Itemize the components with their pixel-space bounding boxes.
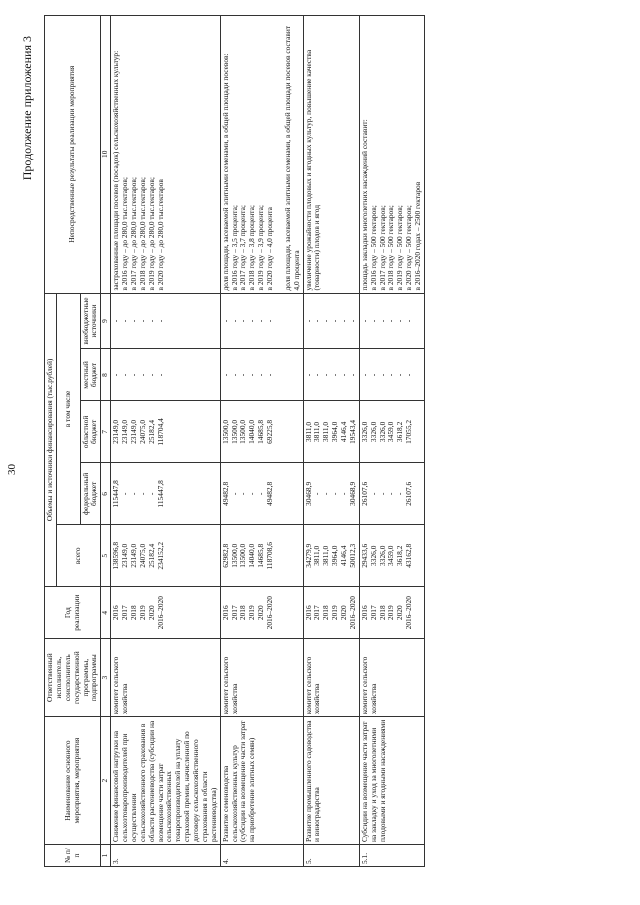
header-results: Непосредственные результаты реализации мероприятия xyxy=(45,16,101,294)
cell-federal-line: 49482,8 xyxy=(265,481,274,506)
cell-extra-line: - xyxy=(220,319,230,323)
cell-total xyxy=(303,525,359,587)
cell-results-line: в 2019 году – до 280,0 тыс.гектаров; xyxy=(146,177,156,291)
cell-regional-line: 14040,0 xyxy=(247,419,257,444)
cell-total-line: 24075,0 xyxy=(137,543,147,568)
cell-regional-line: 3326,0 xyxy=(359,421,369,443)
cell-federal-line: 26107,6 xyxy=(404,481,414,506)
cell-federal xyxy=(303,463,359,525)
cell-regional-line: 14685,8 xyxy=(256,419,266,444)
cell-name: Развитие промышленного садоводства и виноградарства xyxy=(303,717,359,845)
cell-total-line: 13500,0 xyxy=(238,543,248,568)
cell-extra-line: - xyxy=(128,319,138,323)
cell-federal xyxy=(220,463,303,525)
cell-years-line: 2020 xyxy=(339,605,348,621)
cell-local-line: - xyxy=(303,373,313,377)
cell-years xyxy=(303,587,359,639)
cell-regional-line: 17055,2 xyxy=(404,419,414,444)
cell-extra-line: - xyxy=(137,319,147,323)
table-row xyxy=(111,16,221,867)
cell-years xyxy=(111,587,221,639)
cell-total-line: 4146,4 xyxy=(339,545,348,566)
cell-results-line: в 2018 году – 500 гектаров; xyxy=(386,205,396,291)
cell-years-line: 2016–2020 xyxy=(347,596,357,630)
cell-extra-line: - xyxy=(386,319,396,323)
cell-years-line: 2017 xyxy=(312,605,322,621)
cell-extra-line: - xyxy=(256,319,266,323)
cell-local xyxy=(359,349,424,401)
cell-results xyxy=(303,16,359,294)
cell-name: Развитие семеноводства сельскохозяйственных культур (субсидии на возмещение части затрат на приобретение элитных семян) xyxy=(220,717,303,845)
cell-regional-line: 3618,2 xyxy=(395,421,405,443)
cell-federal-line: - xyxy=(312,492,322,496)
cell-total-line: 3459,0 xyxy=(386,545,396,566)
column-index-cell: 1 xyxy=(101,845,111,867)
cell-total-line: 3811,0 xyxy=(312,545,322,566)
cell-regional-line: 3326,0 xyxy=(368,421,378,443)
cell-local xyxy=(303,349,359,401)
cell-regional-line: 4146,4 xyxy=(339,421,348,443)
cell-extra-line: - xyxy=(111,319,121,323)
cell-total-line: 23149,0 xyxy=(120,543,129,568)
column-index-cell: 6 xyxy=(101,463,111,525)
cell-federal-line: - xyxy=(247,492,257,496)
cell-years xyxy=(220,587,303,639)
table-body xyxy=(111,16,425,867)
cell-total-line: 43162,8 xyxy=(404,543,414,568)
cell-extra-line: - xyxy=(368,319,378,323)
cell-extra xyxy=(111,293,221,349)
cell-results-line: в 2016 году – до 280,0 тыс.гектаров; xyxy=(120,177,129,291)
cell-years-line: 2018 xyxy=(128,605,138,621)
cell-local-line: - xyxy=(265,373,274,377)
cell-local-line: - xyxy=(359,373,369,377)
cell-federal-line: - xyxy=(128,492,138,496)
header-federal: федеральный бюджет xyxy=(80,463,101,525)
cell-extra-line: - xyxy=(347,319,357,323)
cell-results-line: в 2018 году – до 280,0 тыс.гектаров; xyxy=(137,177,147,291)
cell-years-line: 2017 xyxy=(229,605,239,621)
cell-extra-line: - xyxy=(330,319,340,323)
cell-local-line: - xyxy=(155,373,165,377)
cell-regional xyxy=(111,401,221,463)
cell-extra-line: - xyxy=(377,319,387,323)
cell-local-line: - xyxy=(247,373,257,377)
cell-total-line: 23149,0 xyxy=(128,543,138,568)
column-index-cell: 3 xyxy=(101,639,111,717)
cell-extra-line: - xyxy=(321,319,331,323)
cell-extra-line: - xyxy=(265,319,274,323)
cell-extra-line: - xyxy=(312,319,322,323)
cell-results-line: в 2017 году – 3,7 процента; xyxy=(238,205,248,291)
cell-years-line: 2019 xyxy=(137,605,147,621)
cell-results-line: доля площади, засеваемой элитными семенами, в общей площади посевов составит 4,0 процента xyxy=(282,25,301,291)
cell-regional-line: 23149,0 xyxy=(128,419,138,444)
cell-regional-line: 13500,0 xyxy=(220,419,230,444)
cell-years-line: 2016 xyxy=(303,605,313,621)
cell-years-line: 2018 xyxy=(377,605,387,621)
table-row xyxy=(303,16,359,867)
column-index-cell: 7 xyxy=(101,401,111,463)
cell-results-line: в 2020 году – 500 гектаров; xyxy=(404,205,414,291)
header-year: Год реализации xyxy=(45,587,101,639)
cell-extra xyxy=(359,293,424,349)
cell-regional xyxy=(220,401,303,463)
cell-federal-line: 49482,8 xyxy=(220,481,230,506)
cell-local-line: - xyxy=(229,373,239,377)
cell-local-line: - xyxy=(120,373,129,377)
cell-federal-line: - xyxy=(146,492,156,496)
cell-results-line: в 2019 году – 3,9 процента; xyxy=(256,205,266,291)
cell-local-line: - xyxy=(111,373,121,377)
continuation-title: Продолжение приложения 3 xyxy=(20,36,34,181)
cell-years-line: 2019 xyxy=(247,605,257,621)
cell-total-line: 3618,2 xyxy=(395,545,405,566)
cell-results-line: в 2020 году – до 280,0 тыс.гектаров xyxy=(155,179,165,291)
cell-local-line: - xyxy=(146,373,156,377)
column-index-cell: 2 xyxy=(101,717,111,845)
cell-federal-line: - xyxy=(321,492,331,496)
cell-extra-line: - xyxy=(339,319,348,323)
cell-total-line: 13500,0 xyxy=(229,543,239,568)
cell-federal-line: - xyxy=(120,492,129,496)
cell-years-line: 2016 xyxy=(111,605,121,621)
cell-extra xyxy=(303,293,359,349)
cell-results-line: в 2016 году – 500 гектаров; xyxy=(368,205,378,291)
cell-results-line: застрахованные площади посевов (посадок) сельскохозяйственных культур: xyxy=(111,50,121,291)
cell-total-line: 3811,0 xyxy=(321,545,331,566)
table-row xyxy=(220,16,303,867)
program-activities-table xyxy=(44,15,425,867)
cell-total-line: 138596,8 xyxy=(111,541,121,570)
cell-years-line: 2019 xyxy=(330,605,340,621)
cell-results-line: доля площади, засеваемой элитными семенами, в общей площади посевов: xyxy=(220,53,230,291)
cell-regional-line: 23149,0 xyxy=(111,419,121,444)
cell-years-line: 2018 xyxy=(321,605,331,621)
cell-total-line: 3326,0 xyxy=(377,545,387,566)
cell-results-line: в 2020 году – 4,0 процента xyxy=(265,207,274,291)
column-index-row xyxy=(101,16,111,867)
cell-regional-line: 25182,4 xyxy=(146,419,156,444)
cell-years-line: 2016 xyxy=(220,605,230,621)
cell-total-line: 34279,9 xyxy=(303,543,313,568)
cell-results-line: в 2017 году – 500 гектаров; xyxy=(377,205,387,291)
cell-local-line: - xyxy=(339,373,348,377)
cell-federal-line: - xyxy=(238,492,248,496)
cell-extra-line: - xyxy=(238,319,248,323)
cell-local-line: - xyxy=(395,373,405,377)
cell-federal-line: - xyxy=(330,492,340,496)
cell-extra-line: - xyxy=(404,319,414,323)
cell-years-line: 2017 xyxy=(368,605,378,621)
cell-results-line: в 2019 году – 500 гектаров; xyxy=(395,205,405,291)
column-index-cell: 5 xyxy=(101,525,111,587)
cell-local-line: - xyxy=(368,373,378,377)
cell-regional-line: 3964,0 xyxy=(330,421,340,443)
header-executor: Ответственный исполнитель, соисполнитель государственной программы, подпрограммы xyxy=(45,639,101,717)
cell-local xyxy=(220,349,303,401)
cell-extra-line: - xyxy=(359,319,369,323)
cell-no: 3. xyxy=(111,845,221,867)
header-regional: областной бюджет xyxy=(80,401,101,463)
cell-name: Снижение финансовой нагрузки на сельхозтоваропроизводителей при осуществлении сельскохозяйственного страхования в области растениеводства (субсидии на возмещение части затрат сельскохозяйственных товаропроизводителей на уплату страховой премии, начисленной по договору сельскохозяйственного страхования в области растениеводства) xyxy=(111,717,221,845)
cell-results-line: площадь закладки многолетних насаждений составит: xyxy=(359,119,369,291)
cell-federal-line: - xyxy=(256,492,266,496)
cell-federal-line: - xyxy=(229,492,239,496)
cell-years-line: 2017 xyxy=(120,605,129,621)
cell-years-line: 2016 xyxy=(359,605,369,621)
cell-executor: комитет сельского хозяйства xyxy=(220,639,303,717)
cell-results xyxy=(220,16,303,294)
cell-extra-line: - xyxy=(303,319,313,323)
cell-results xyxy=(359,16,424,294)
cell-federal-line: 26107,6 xyxy=(359,481,369,506)
table-row xyxy=(359,16,424,867)
cell-extra-line: - xyxy=(120,319,129,323)
cell-total-line: 62982,8 xyxy=(220,543,230,568)
cell-total-line: 14040,0 xyxy=(247,543,257,568)
cell-executor: комитет сельского хозяйства xyxy=(359,639,424,717)
cell-total-line: 3326,0 xyxy=(368,545,378,566)
cell-local-line: - xyxy=(128,373,138,377)
cell-extra-line: - xyxy=(229,319,239,323)
cell-years-line: 2016–2020 xyxy=(155,596,165,630)
cell-federal-line: 30468,9 xyxy=(347,481,357,506)
cell-regional-line: 3811,0 xyxy=(321,421,331,442)
header-funding: Объемы и источники финансирования (тыс.рублей) xyxy=(45,293,57,587)
header-extra: внебюджетные источники xyxy=(80,293,101,349)
cell-total-line: 29433,6 xyxy=(359,543,369,568)
cell-executor: комитет сельского хозяйства xyxy=(303,639,359,717)
cell-results-line: в 2018 году – 3,8 процента; xyxy=(247,205,257,291)
cell-regional-line: 23149,0 xyxy=(120,419,129,444)
cell-local-line: - xyxy=(386,373,396,377)
cell-results-line: в 2016–2020 годах – 2500 гектаров xyxy=(413,181,422,291)
cell-total xyxy=(359,525,424,587)
column-index-cell: 10 xyxy=(101,16,111,294)
cell-federal-line: - xyxy=(368,492,378,496)
cell-regional-line: 3326,0 xyxy=(377,421,387,443)
cell-total-line: 118708,6 xyxy=(265,542,274,570)
cell-years-line: 2020 xyxy=(256,605,266,621)
cell-extra-line: - xyxy=(146,319,156,323)
cell-no: 5.1. xyxy=(359,845,424,867)
cell-local-line: - xyxy=(137,373,147,377)
cell-regional-line: 13500,0 xyxy=(238,419,248,444)
cell-regional xyxy=(303,401,359,463)
header-name: Наименование основного мероприятия, мероприятия xyxy=(45,717,101,845)
cell-years-line: 2016–2020 xyxy=(265,596,274,630)
cell-years-line: 2020 xyxy=(395,605,405,621)
header-total: всего xyxy=(56,525,100,587)
cell-no: 4. xyxy=(220,845,303,867)
cell-total-line: 3964,0 xyxy=(330,545,340,566)
cell-total-line: 25182,4 xyxy=(146,543,156,568)
cell-local-line: - xyxy=(404,373,414,377)
column-index-cell: 8 xyxy=(101,349,111,401)
cell-total-line: 50012,3 xyxy=(347,543,357,568)
column-index-cell: 4 xyxy=(101,587,111,639)
page-number: 30 xyxy=(6,464,18,475)
cell-federal xyxy=(359,463,424,525)
cell-regional-line: 3459,0 xyxy=(386,421,396,443)
column-index-cell: 9 xyxy=(101,293,111,349)
cell-total-line: 14685,8 xyxy=(256,543,266,568)
cell-federal-line: 115447,8 xyxy=(155,480,165,508)
cell-total xyxy=(111,525,221,587)
cell-federal-line: - xyxy=(339,492,348,496)
cell-federal-line: - xyxy=(377,492,387,496)
cell-results-line: в 2016 году – 3,5 процента; xyxy=(229,205,239,291)
cell-local-line: - xyxy=(256,373,266,377)
cell-federal-line: - xyxy=(137,492,147,496)
cell-no: 5. xyxy=(303,845,359,867)
cell-extra-line: - xyxy=(395,319,405,323)
cell-federal xyxy=(111,463,221,525)
cell-name: Субсидии на возмещение части затрат на закладку и уход за многолетними плодовыми и ягодными насаждениями xyxy=(359,717,424,845)
cell-local-line: - xyxy=(238,373,248,377)
cell-results-line: увеличение урожайности плодовых и ягодных культур, повышение качества (товарности) плодов и ягод xyxy=(303,49,322,291)
cell-results-line: в 2017 году – до 280,0 тыс.гектаров; xyxy=(128,177,138,291)
cell-federal-line: 115447,8 xyxy=(111,480,121,508)
cell-local-line: - xyxy=(220,373,230,377)
cell-local-line: - xyxy=(347,373,357,377)
cell-regional-line: 24075,0 xyxy=(137,419,147,444)
cell-years xyxy=(359,587,424,639)
cell-federal-line: - xyxy=(395,492,405,496)
cell-local-line: - xyxy=(321,373,331,377)
cell-regional xyxy=(359,401,424,463)
cell-results xyxy=(111,16,221,294)
cell-regional-line: 3811,0 xyxy=(312,421,322,442)
cell-local-line: - xyxy=(330,373,340,377)
cell-years-line: 2018 xyxy=(238,605,248,621)
cell-local-line: - xyxy=(377,373,387,377)
cell-regional-line: 3811,0 xyxy=(303,421,313,442)
header-no: № п/п xyxy=(45,845,101,867)
cell-years-line: 2019 xyxy=(386,605,396,621)
cell-regional-line: 19543,4 xyxy=(347,419,357,444)
cell-federal-line: 30468,9 xyxy=(303,481,313,506)
cell-local-line: - xyxy=(312,373,322,377)
cell-regional-line: 69225,8 xyxy=(265,419,274,444)
cell-total-line: 234152,2 xyxy=(155,541,165,570)
cell-executor: комитет сельского хозяйства xyxy=(111,639,221,717)
cell-total xyxy=(220,525,303,587)
cell-extra xyxy=(220,293,303,349)
cell-local xyxy=(111,349,221,401)
cell-years-line: 2020 xyxy=(146,605,156,621)
cell-years-line: 2016–2020 xyxy=(404,596,414,630)
cell-extra-line: - xyxy=(247,319,257,323)
cell-federal-line: - xyxy=(386,492,396,496)
header-incl: в том числе xyxy=(56,293,80,525)
cell-regional-line: 118704,4 xyxy=(155,418,165,446)
cell-extra-line: - xyxy=(155,319,165,323)
cell-regional-line: 13500,0 xyxy=(229,419,239,444)
header-local: местный бюджет xyxy=(80,349,101,401)
